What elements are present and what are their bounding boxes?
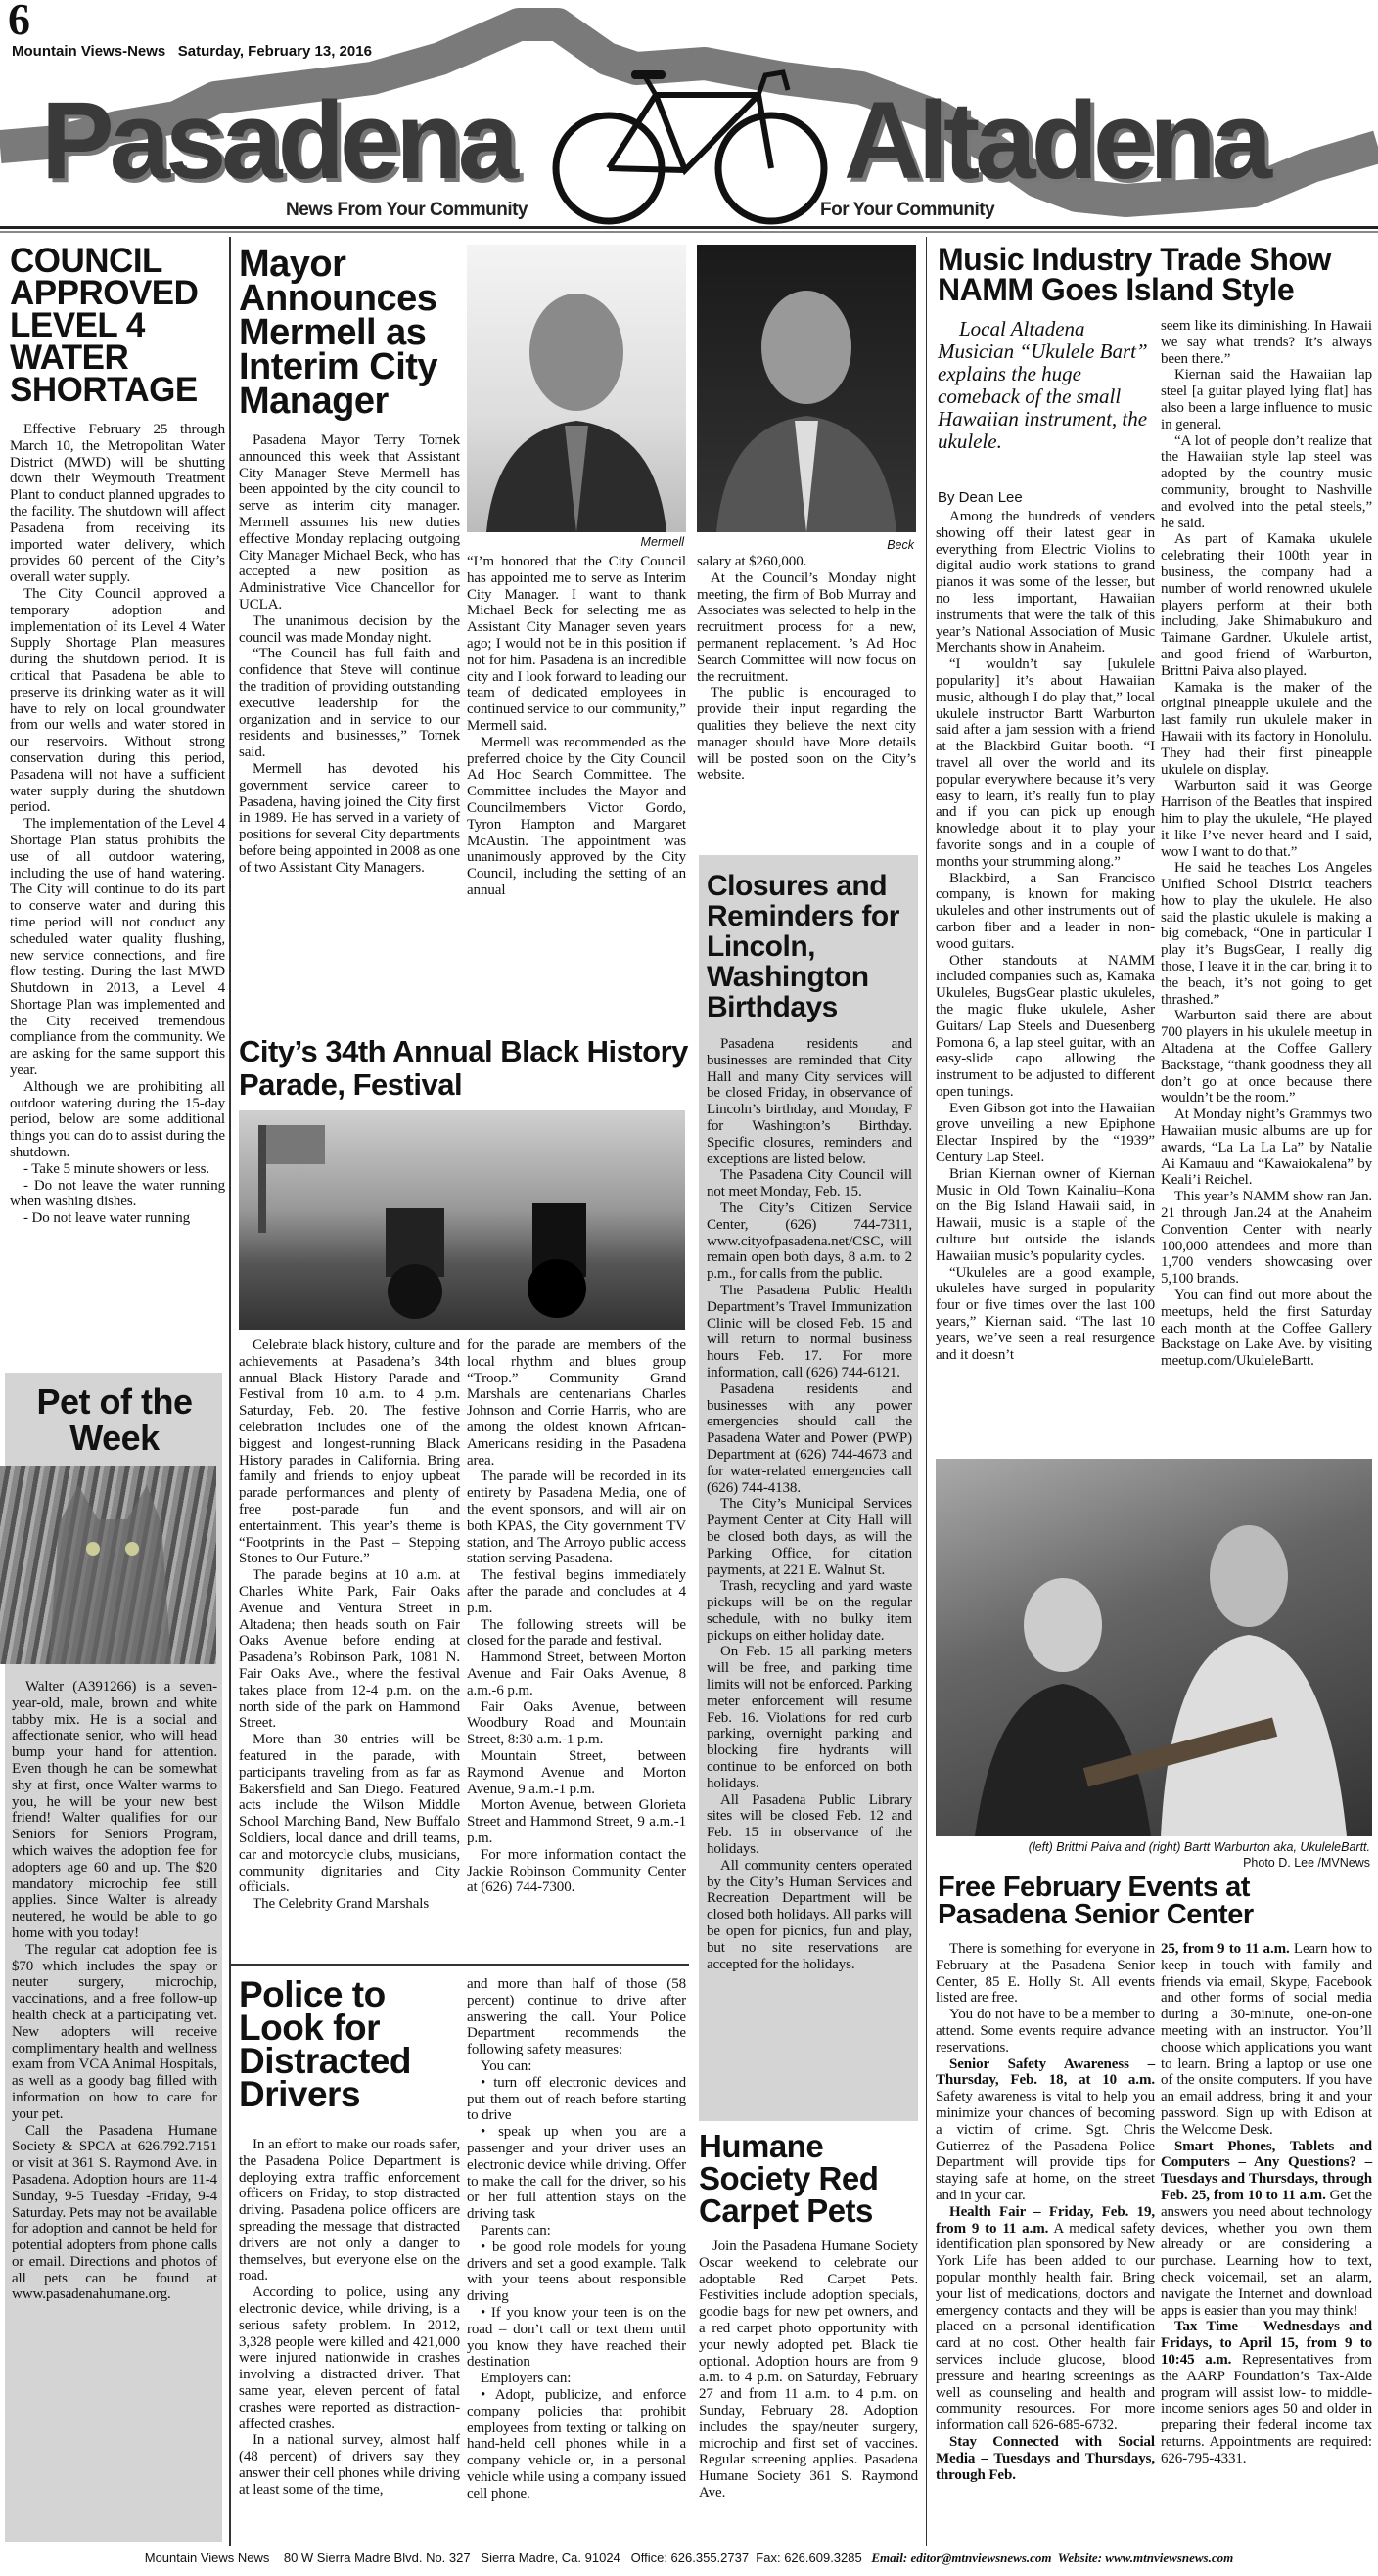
paragraph: - Do not leave water running xyxy=(23,1210,191,1227)
event-title: Senior Safety Awareness – Thursday, Feb. 18, at 10 a.m. xyxy=(936,2056,1155,2089)
paragraph: All community centers operated by the City’s Human Services and Recreation Department will be closed both holidays. All parks will be open for picnics, fun and play, but no site reservations are accepted for the holidays. xyxy=(707,1857,912,1972)
paragraph: The parade will be recorded in its entirety by Pasadena Media, one of the event sponsors, and will air on both KPAS, the City government TV station, and The Arroyo public access station serving Pasadena. xyxy=(467,1469,686,1567)
dateline: Mountain Views-News Saturday, February 13, 2016 xyxy=(12,43,372,60)
paragraph xyxy=(936,2434,1155,2483)
paragraph: According to police, using any electronic device, while driving, is a serious safety problem. In 2012, 3,328 people were killed and 421,000 were injured nationwide in crashes involving a distracted driver. That same year, eleven percent of fatal crashes were reported as distraction-affected crashes. xyxy=(239,2284,460,2432)
paragraph: Call the Pasadena Humane Society & SPCA at 626.792.7151 or visit at 361 S. Raymond Ave. in Pasadena. Adoption hours are 11-4 Sunday, 9-5 Tuesday -Friday, 9-4 Saturday. Pets may not be available for adoption and cannot be held for potential adopters from phone calls or email. Directions and photos of all pets can be found at www.pasadenahumane.org. xyxy=(12,2122,217,2303)
paragraph: The following streets will be closed for the parade and festival. xyxy=(467,1616,686,1650)
paragraph: • speak up when you are a passenger and your driver uses an electronic device while driving. Offer to make the call for the driver, so his or her full attention stays on the driving task xyxy=(467,2124,686,2223)
masthead-rule xyxy=(0,226,1378,229)
paragraph: The Celebrity Grand Marshals xyxy=(253,1896,430,1913)
masthead-title-altadena: Altadena xyxy=(844,79,1267,202)
paragraph: Among the hundreds of venders showing off their latest gear in everything from Electric Violins to digital audio work stations to grand pianos it was some of the lesser, but no less important, Hawaiian instruments that were the talk of this year’s National Association of Music Merchants show in Anaheim. xyxy=(936,509,1155,656)
paragraph: Mountain Street, between Raymond Avenue and Morton Avenue, 9 a.m.-1 p.m. xyxy=(467,1747,686,1797)
column-divider xyxy=(229,237,231,2546)
paragraph: The public is encouraged to provide their input regarding the qualities they believe the next city manager should have More details will be posted soon on the City’s website. xyxy=(697,685,916,784)
paragraph: Parents can: xyxy=(481,2222,551,2238)
paragraph: Kiernan said the Hawaiian lap steel [a guitar played lying flat] has also been a large influence to music in general. xyxy=(1161,367,1372,432)
paragraph: Mermell has devoted his government service career to Pasadena, having joined the City first in 1989. He has served in a variety of positions for several City departments before being appointed in 2008 as one of two Assistant City Managers. xyxy=(239,760,460,876)
portrait-icon xyxy=(467,245,686,532)
paragraph: This year’s NAMM show ran Jan. 21 through Jan.24 at the Anaheim Convention Center with nearly 100,000 attendees and more than 1,700 venders showcasing over 5,100 brands. xyxy=(1161,1189,1372,1288)
paragraph xyxy=(1161,2139,1372,2320)
paragraph: salary at $260,000. xyxy=(697,554,807,569)
paragraph: You can find out more about the meetups, held the first Saturday each month at the Coffee Gallery Backstage on Lake Ave. by visiting meetup.com/UkuleleBartt. xyxy=(1161,1288,1372,1370)
event-description: Representatives from the AARP Foundation’s Tax-Aide program will assist low- to middle-income seniors ages 50 and older in preparing their federal income tax returns. Appointments are required: 626-795-4331. xyxy=(1161,2351,1372,2466)
parade-body-col2 xyxy=(467,1337,686,1896)
paragraph: The implementation of the Level 4 Shortage Plan status prohibits the use of all outdoor watering, including the use of hand watering. The City will continue to do its part to conserve water and during this time period will not conduct any scheduled water quality flushing, new service connections, and fire flow testing. During the last MWD Shutdown in 2013, a Level 4 Shortage Plan was implemented and the City received tremendous compliance from the community. We are asking for the same support this year. xyxy=(10,816,225,1079)
police-headline: Police to Look for Distracted Drivers xyxy=(239,1974,411,2114)
paragraph: Warburton said it was George Harrison of the Beatles that inspired him to play the ukulele, “He played it like I’ve never heard and I said, wow I want to do that.” xyxy=(1161,778,1372,860)
paragraph: seem like its diminishing. In Hawaii we say what trends? It’s always been there.” xyxy=(1161,318,1372,367)
parade-photo xyxy=(239,1110,685,1330)
portrait-icon xyxy=(697,245,916,532)
beck-photo xyxy=(697,245,916,532)
paragraph: All Pasadena Public Library sites will be closed Feb. 12 and Feb. 15 in observance of the holidays. xyxy=(707,1791,912,1858)
council-body xyxy=(10,422,225,1227)
paragraph: Fair Oaks Avenue, between Woodbury Road and Mountain Street, 8:30 a.m.-1 p.m. xyxy=(467,1698,686,1748)
music-body-col2 xyxy=(1161,318,1372,1370)
paragraph: “I’m honored that the City Council has appointed me to serve as Interim City Manager. I want to thank Michael Beck for selecting me as Assistant City Manager seven years ago; I would not be in this position if not for him. Pasadena is an incredible city and I look forward to leading our team of dedicated employees in continued service to our community,” Mermell said. xyxy=(467,554,686,734)
paragraph: Join the Pasadena Humane Society Oscar weekend to celebrate our adoptable Red Carpet Pets. Festivities include adoption specials, goodie bags for new pet owners, and a red carpet photo opportunity with your newly adopted pet. Black tie optional. Adoption hours are from 9 a.m. to 4 p.m. on Saturday, February 27 and from 11 a.m. to 4 p.m. on Sunday, February 28. Adoption includes the spay/neuter surgery, microchip and first set of vaccines. Regular screening applies. Pasadena Humane Society 361 S. Raymond Ave. xyxy=(699,2238,918,2501)
closures-headline: Closures and Reminders for Lincoln, Washington Birthdays xyxy=(707,870,899,1023)
music-headline: Music Industry Trade Show NAMM Goes Island Style xyxy=(938,242,1331,307)
paragraph: Warburton said there are about 700 players in his ukulele meetup in Altadena at the Coffee Gallery Backstage, “thank goodness they all don’t go at once because there wouldn’t be the room.” xyxy=(1161,1008,1372,1107)
footer-address: Mountain Views News 80 W Sierra Madre Blvd. No. 327 Sierra Madre, Ca. 91024 Office: 626.355.2737 Fax: 626.609.3285 xyxy=(144,2551,862,2565)
paragraph: Brian Kiernan owner of Kiernan Music in Old Town Kainaliu–Kona on the Big Island Hawaii said, in Hawaii, music is a staple of the culture but outside the islands Hawaiian music’s popularity cycles. xyxy=(936,1165,1155,1264)
paragraph: Pasadena residents and businesses with any power emergencies should call the Pasadena Water and Power (PWP) Department at (626) 744-4673 and for water-related emergencies call (626) 744-4138. xyxy=(707,1380,912,1496)
masthead xyxy=(0,0,1378,225)
photo-caption-beck: Beck xyxy=(887,538,914,552)
paragraph: The Pasadena City Council will not meet Monday, Feb. 15. xyxy=(707,1167,912,1200)
paragraph: You can: xyxy=(481,2057,532,2074)
paragraph: “Ukuleles are a good example, ukuleles have surged in popularity four or five times over the last 100 years,” Kiernan said. “The last 10 years, we’ve seen a real resurgence and it doesn’t xyxy=(936,1264,1155,1363)
paragraph: Celebrate black history, culture and achievements at Pasadena’s 34th annual Black History Parade and Festival from 10 a.m. to 4 p.m. Saturday, Feb. 20. The festive celebration includes one of the biggest and longest-running Black History parades in California. Bring family and friends to enjoy upbeat parade performances and plenty of free post-parade fun and entertainment. This year’s theme is “Footprints in the Past – Stepping Stones to Our Future.” xyxy=(239,1337,460,1567)
humane-article xyxy=(699,2130,918,2502)
event-description: You do not have to be a member to attend. Some events require advance reservations. xyxy=(936,2007,1155,2056)
paragraph: Hammond Street, between Morton Avenue and Fair Oaks Avenue, 8 a.m.-6 p.m. xyxy=(467,1650,686,1698)
paragraph: Employers can: xyxy=(481,2371,572,2387)
music-byline: By Dean Lee xyxy=(938,489,1023,506)
paragraph: • turn off electronic devices and put them out of reach before starting to drive xyxy=(467,2074,686,2124)
paragraph: At Monday night’s Grammys two Hawaiian music albums are up for awards, “La La La La” by Natalie Ai Kamauu and “Kawaiokalena” by Keali’i Reichel. xyxy=(1161,1107,1372,1189)
paragraph: Pasadena Mayor Terry Tornek announced this week that Assistant City Manager Steve Mermell has been appointed by the city council to serve as interim city manager. Mermell assumes his new duties effective Monday replacing outgoing City Manager Michael Beck, who has accepted a new position as Administrative Vice Chancellor for UCLA. xyxy=(239,432,460,612)
event-title: Health Fair – Friday, Feb. 19, from 9 to 11 a.m. xyxy=(936,2203,1155,2237)
event-title: Tax Time – Wednesdays and Fridays, to April 15, from 9 to 10:45 a.m. xyxy=(1161,2319,1372,2368)
paragraph: Morton Avenue, between Glorieta Street and Hammond Street, 9 a.m.-1 p.m. xyxy=(467,1797,686,1846)
paragraph: Trash, recycling and yard waste pickups will be on the regular schedule, with no bulky item pickups on either holiday date. xyxy=(707,1578,912,1644)
paragraph: Other standouts at NAMM included companies such as, Kamaka Ukuleles, BugsGear plastic ukuleles, the magic fluke ukulele, Asher Guitars/ Lap Steels and Duesenberg Pomona 6, a lap steel guitar, with an easy-slide capo allowing the instrument to be adjusted to different open tunings. xyxy=(936,952,1155,1100)
paragraph: “I wouldn’t say [ukulele popularity] it’s about Hawaiian music, although I do play that,” local ukulele instructor Bartt Warburton said after a jam session with a friend at the Blackbird Guitar booth. “I travel all over the world and its popular everywhere because it’s very easy to learn, it’s really fun to play and if you can pick up enough knowledge about it to play your favorite songs and in a couple of months your strumming along.” xyxy=(936,656,1155,870)
ukulele-photo xyxy=(936,1459,1372,1836)
photo-caption-mermell: Mermell xyxy=(640,535,684,549)
paragraph: The regular cat adoption fee is $70 which includes the spay or neuter surgery, microchip, vaccinations, and a free follow-up health check at a participating vet. New adopters will receive complimentary health and wellness exam from VCA Animal Hospitals, as well as a goody bag filled with information on how to care for your pet. xyxy=(12,1941,217,2122)
event-title: Stay Connected with Social Media – Tuesdays and Thursdays, through Feb. xyxy=(936,2433,1155,2483)
mayor-body-col1 xyxy=(239,432,460,877)
closures-body xyxy=(707,1036,912,1972)
paragraph: He said he teaches Los Angeles Unified School District teachers how to play the ukulele. He also said the plastic ukulele is making a big comeback, “One in particular I play it’s BugsGear, I really dig those, I leave it in the car, bring it to the beach, it’s not going to get thrashed.” xyxy=(1161,860,1372,1008)
pet-body xyxy=(12,1679,217,2303)
paragraph: On Feb. 15 all parking meters will be free, and parking time limits will not be enforced. Parking meter enforcement will resume Feb. 16. Violations for red curb parking, overnight parking and blocking fire hydrants will continue to be enforced on both holidays. xyxy=(707,1644,912,1791)
section-rule xyxy=(231,1964,689,1966)
humane-body xyxy=(699,2238,918,2502)
paragraph: “A lot of people don’t realize that the Hawaiian style lap steel was adopted by the country music community, brought to Nashville and evolved into the petal steels,” he said. xyxy=(1161,432,1372,531)
paragraph xyxy=(936,1941,1155,2007)
paragraph: As part of Kamaka ukulele celebrating their 100th year in business, the company had a number of world renowned ukulele players perform at their both including, Jake Shimabukuro and Taimane Gardner. Ukulele artist, and good friend of Warburton, Brittni Paiva also played. xyxy=(1161,531,1372,679)
paragraph: • Adopt, publicize, and enforce company policies that prohibit employees from texting or talking on hand-held cell phones while in a company vehicle or, in a personal vehicle while using a company issued cell phone. xyxy=(467,2386,686,2502)
paragraph: The parade begins at 10 a.m. at Charles White Park, Fair Oaks Avenue and Ventura Street in Altadena; then heads south on Fair Oaks Avenue before ending at Pasadena’s Robinson Park, 1081 N. Fair Oaks Ave., where the festival takes place from 12-4 p.m. on the north side of the park on Hammond Street. xyxy=(239,1567,460,1732)
ukulele-photo-caption: (left) Brittni Paiva and (right) Bartt Warburton aka, UkuleleBartt. xyxy=(1028,1840,1370,1854)
motorcycle-parade-icon xyxy=(239,1110,685,1330)
bicycle-icon xyxy=(548,61,832,227)
pet-of-week-heading: Pet of the Week xyxy=(36,1381,193,1458)
parade-headline: City’s 34th Annual Black History Parade, Festival xyxy=(239,1034,688,1102)
paragraph: • If you know your teen is on the road – don’t call or text them until you know they have reached their destination xyxy=(467,2304,686,2371)
tagline-right: For Your Community xyxy=(820,200,995,220)
police-body-col1 xyxy=(239,2137,460,2499)
footer-contact: Email: editor@mtnviewsnews.com Website: www.mtnviewsnews.com xyxy=(871,2551,1234,2565)
event-description: Safety awareness is vital to help you minimize your chances of becoming a victim of crime. Sgt. Chris Gutierrez of the Pasadena Police Department will provide tips for staying safe at home, on the street and in your car. xyxy=(936,2089,1155,2203)
paragraph: - Do not leave the water running when washing dishes. xyxy=(10,1177,225,1210)
mayor-headline: Mayor Announces Mermell as Interim City Manager xyxy=(239,244,438,422)
page-number: 6 xyxy=(8,0,30,44)
mayor-article xyxy=(239,244,460,877)
paragraph xyxy=(1161,1941,1372,2139)
paragraph xyxy=(936,2007,1155,2056)
paragraph: Although we are prohibiting all outdoor watering during the 15-day period, below are some additional things you can do to assist during the shutdown. xyxy=(10,1078,225,1161)
paragraph: Kamaka is the maker of the original pineapple ukulele and the last family run ukulele maker in Hawaii with its factory in Honolulu. They had their first pineapple ukulele on display. xyxy=(1161,679,1372,778)
ukulele-photo-credit: Photo D. Lee /MVNews xyxy=(1243,1856,1370,1870)
masthead-title-pasadena: Pasadena xyxy=(41,79,514,202)
paragraph: At the Council’s Monday night meeting, the firm of Bob Murray and Associates was selected to help in the recruitment process for a new, permanent replacement. ’s Ad Hoc Search Committee will now focus on the recruitment. xyxy=(697,569,916,685)
event-description: A medical safety identification plan sponsored by New York Life has been added to our popular monthly health fair. Bring your list of medications, doctors and emergency contacts and they will be placed on a personal identification card at no cost. Other health fair services include glucose, blood pressure and hearing screenings as well as counseling and health and community resources. For more information call 626-685-6732. xyxy=(936,2220,1155,2434)
paragraph: - Take 5 minute showers or less. xyxy=(23,1160,210,1177)
mayor-body-col3 xyxy=(697,554,916,784)
paragraph: and more than half of those (58 percent) continue to drive after answering the call. Your Police Department recommends the following safety measures: xyxy=(467,1976,686,2058)
paragraph: “The Council has full faith and confidence that Steve will continue the tradition of providing outstanding executive leadership for the organization and in service to our residents and businesses,” Tornek said. xyxy=(239,646,460,761)
paragraph: Blackbird, a San Francisco company, is known for making ukuleles and other instruments out of carbon fiber and a leader in non-wood guitars. xyxy=(936,870,1155,952)
paragraph: Even Gibson got into the Hawaiian grove unveiling a new Epiphone Electar Inspired by the “1939” Century Lap Steel. xyxy=(936,1100,1155,1166)
council-headline: COUNCIL APPROVED LEVEL 4 WATER SHORTAGE xyxy=(10,242,199,409)
council-article xyxy=(10,242,225,1227)
police-body-col2 xyxy=(467,1976,686,2503)
paragraph: Effective February 25 through March 10, the Metropolitan Water District (MWD) will be shutting down their Weymouth Treatment Plant to conduct planned upgrades to the facility. The shutdown will affect Pasadena from receiving its imported water delivery, which provides 60 percent of the City’s overall water supply. xyxy=(10,422,225,586)
paragraph: • be good role models for young drivers and set a good example. Talk with your teens about responsible driving xyxy=(467,2238,686,2305)
paragraph: In an effort to make our roads safer, the Pasadena Police Department is deploying extra traffic enforcement officers on Friday, to stop distracted driving. Pasadena police officers are spreading the message that distracted drivers are not only a danger to themselves, but everyone else on the road. xyxy=(239,2137,460,2284)
paragraph xyxy=(936,2056,1155,2204)
event-description: Get the answers you need about technology devices, whether you own them already or are considering a purchase. Learning how to text, check voicemail, set an alarm, navigate the Internet and download apps is easier than you may think! xyxy=(1161,2187,1372,2319)
paragraph: Walter (A391266) is a seven-year-old, male, brown and white tabby mix. He is a social and affectionate senior, who will head bump your hand for attention. Even though he can be somewhat shy at first, once Walter warms to you, he will be your new best friend! Walter qualifies for our Seniors for Seniors Program, which waives the adoption fee for adopters age 60 and up. The $20 mandatory microchip fee still applies. Since Walter is already neutered, he would be able to go home with you today! xyxy=(12,1679,217,1941)
senior-headline: Free February Events at Pasadena Senior Center xyxy=(938,1872,1254,1930)
paragraph: The festival begins immediately after the parade and concludes at 4 p.m. xyxy=(467,1567,686,1616)
humane-headline: Humane Society Red Carpet Pets xyxy=(699,2128,879,2229)
event-title: Smart Phones, Tablets and Computers – Any Questions? – Tuesdays and Thursdays, through Feb. 25, from 10 to 11 a.m. xyxy=(1161,2138,1372,2203)
event-description: There is something for everyone in February at the Pasadena Senior Center, 85 E. Holly St. All events listed are free. xyxy=(936,1941,1155,2007)
event-description: Learn how to keep in touch with family and friends via email, Skype, Facebook and other forms of social media during a 30-minute, one-on-one meeting with an instructor. You’ll choose which applications you want to learn. Bring a laptop or use one of the onsite computers. If you have an email address, bring it and your password. Sign up with Edison at the Welcome Desk. xyxy=(1161,1941,1372,2138)
police-article xyxy=(239,1974,460,2499)
masthead-rule xyxy=(0,231,1378,233)
cat-icon xyxy=(0,1466,216,1664)
paragraph: Mermell was recommended as the preferred choice by the City Council Ad Hoc Search Committee. The Committee includes the Mayor and Councilmembers Victor Gordo, Tyron Hampton and Margaret McAustin. The appointment was unanimously approved by the City Council, including the setting of an annual xyxy=(467,734,686,898)
column-divider xyxy=(926,237,927,2546)
mayor-body-col2 xyxy=(467,554,686,899)
tagline-left: News From Your Community xyxy=(286,200,528,220)
paragraph xyxy=(1161,2319,1372,2466)
mermell-photo xyxy=(467,245,686,532)
paragraph: The City’s Municipal Services Payment Center at City Hall will be closed both days, as will the Parking Office, for citation payments, at 221 E. Walnut St. xyxy=(707,1496,912,1578)
paragraph: More than 30 entries will be featured in the parade, with participants traveling from as far as Bakersfield and San Diego. Featured acts include the Wilson Middle School Marching Band, New Buffalo Soldiers, local dance and drill teams, car and motorcycle clubs, musicians, community dignitaries and City officials. xyxy=(239,1732,460,1896)
cat-photo xyxy=(0,1466,216,1664)
footer xyxy=(0,2551,1378,2566)
paragraph: In a national survey, almost half (48 percent) of drivers say they answer their cell phones while driving at least some of the time, xyxy=(239,2432,460,2498)
parade-body-col1 xyxy=(239,1337,460,1913)
music-body-col1 xyxy=(936,509,1155,1363)
paragraph: For more information contact the Jackie Robinson Community Center at (626) 744-7300. xyxy=(467,1846,686,1896)
senior-body-col1 xyxy=(936,1941,1155,2483)
musicians-icon xyxy=(936,1459,1372,1836)
event-title: 25, from 9 to 11 a.m. xyxy=(1161,1941,1290,1957)
paragraph: The unanimous decision by the council was made Monday night. xyxy=(239,612,460,646)
paragraph: Pasadena residents and businesses are reminded that City Hall and many City services will be closed Friday, in observance of Lincoln’s birthday, and Monday, F for Washington’s Birthday. Specific closures, reminders and exceptions are listed below. xyxy=(707,1036,912,1167)
closures-article xyxy=(707,871,912,1972)
paragraph: The Pasadena Public Health Department’s Travel Immunization Clinic will be closed Feb. 15 and will return to normal business hours Feb. 17. For more information, call (626) 744-6121. xyxy=(707,1282,912,1380)
paragraph xyxy=(936,2204,1155,2434)
paragraph: for the parade are members of the local rhythm and blues group “Troop.” Community Grand Marshals are centenarians Charles Johnson and Corrie Harris, who are among the oldest known African-Americans residing in the Pasadena area. xyxy=(467,1337,686,1469)
paragraph: The City’s Citizen Service Center, (626) 744-7311, www.cityofpasadena.net/CSC, will remain open both days, 8 a.m. to 2 p.m., for calls from the public. xyxy=(707,1199,912,1283)
music-subhead: Local Altadena Musician “Ukulele Bart” explains the huge comeback of the small Hawaiian instrument, the ukulele. xyxy=(938,317,1148,453)
senior-body-col2 xyxy=(1161,1941,1372,2467)
paragraph: The City Council approved a temporary adoption and implementation of its Level 4 Water Supply Shortage Plan measures during the shutdown period. It is critical that Pasadena be able to preserve its drinking water as it will have to rely on local groundwater from our wells and water stored in our reservoirs. Without strong conservation during this period, Pasadena will not have a sufficient water supply during the shutdown period. xyxy=(10,585,225,816)
